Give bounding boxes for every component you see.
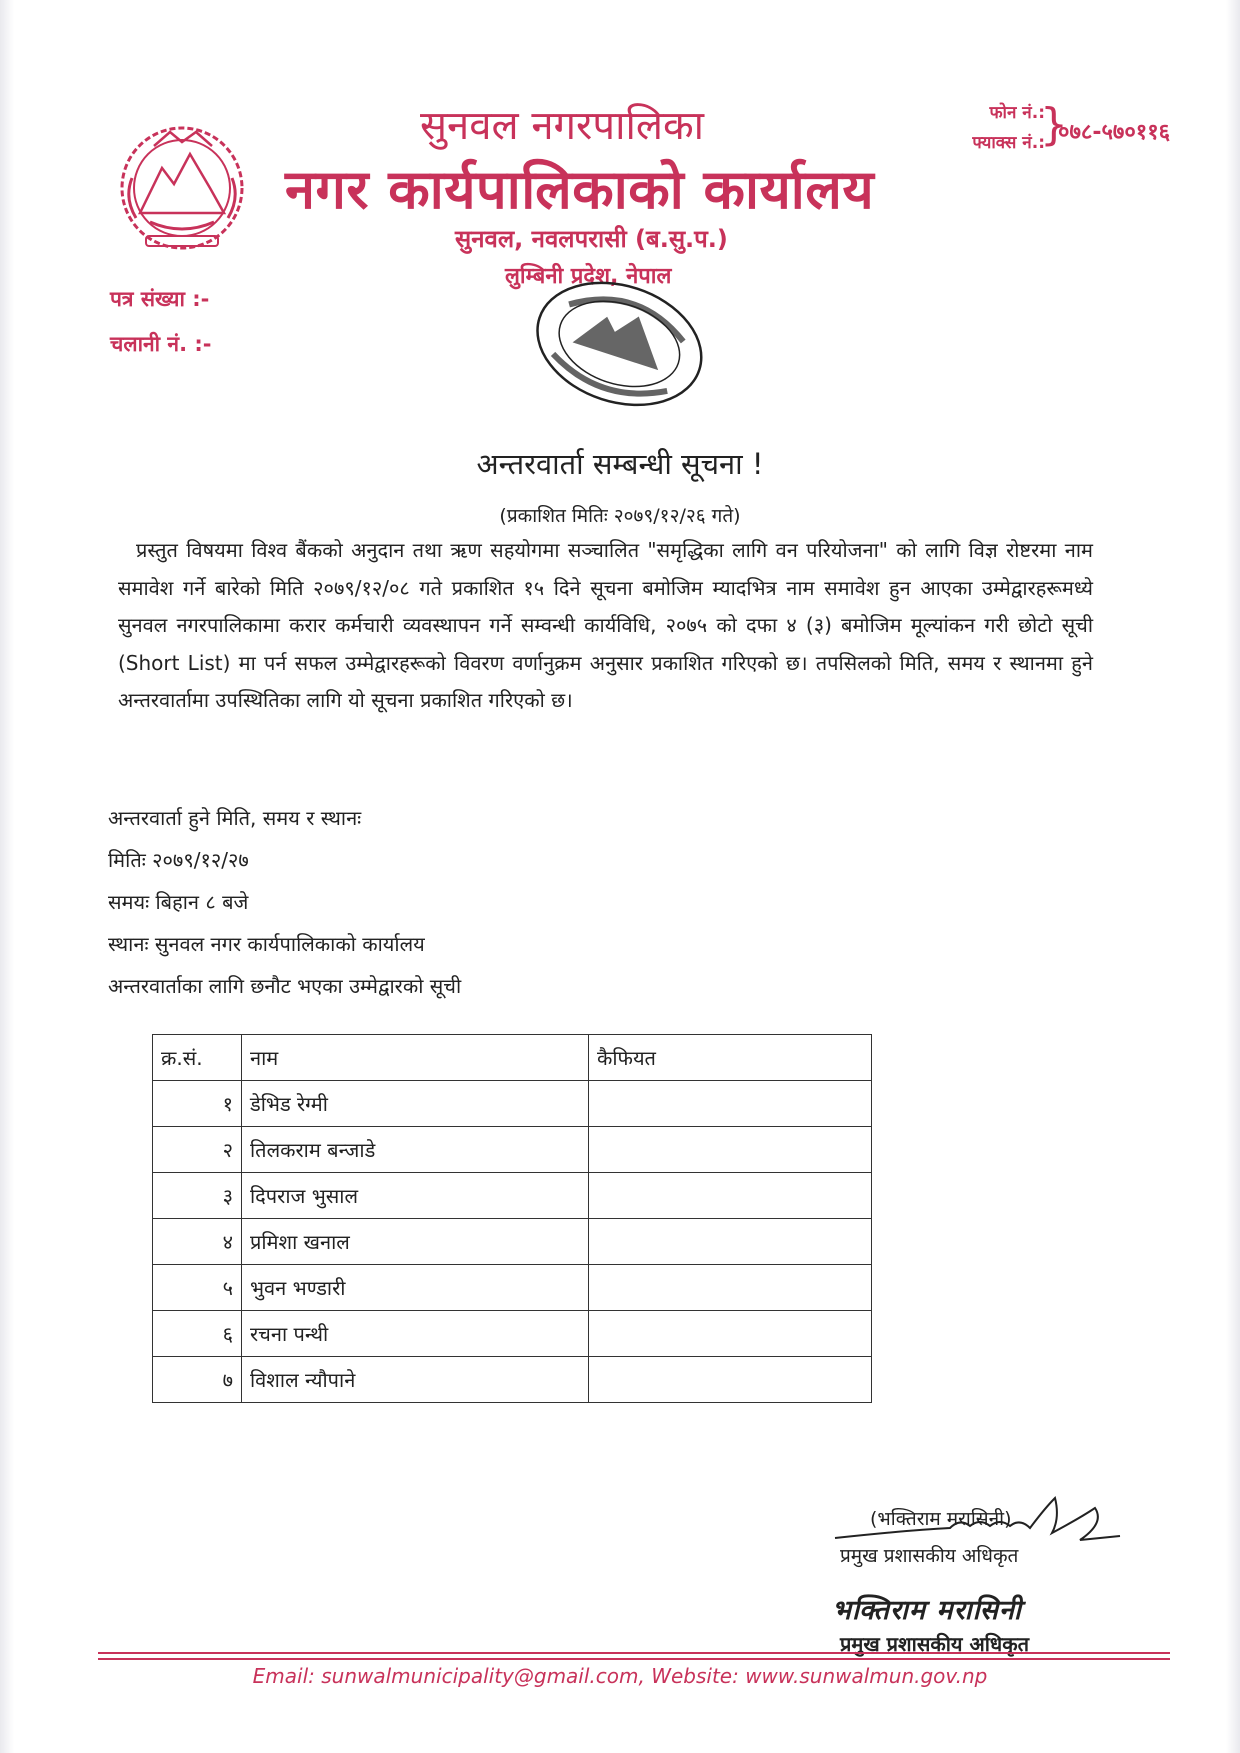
published-date: (प्रकाशित मितिः २०७९/१२/२६ गते)	[499, 505, 741, 527]
signatory-stamp-name: भक्तिराम मरासिनी	[832, 1595, 1022, 1626]
nepal-government-emblem-icon	[110, 118, 255, 256]
signatory-stamp-title: प्रमुख प्रशासकीय अधिकृत	[840, 1632, 1029, 1656]
schedule-venue: स्थानः सुनवल नगर कार्यपालिकाको कार्यालय	[108, 932, 425, 956]
fax-label: फ्याक्स नं.:	[972, 133, 1045, 153]
header-remarks: कैफियत	[589, 1035, 872, 1081]
candidate-name-cell: रचना पन्थी	[242, 1311, 589, 1357]
candidate-name-cell: प्रमिशा खनाल	[242, 1219, 589, 1265]
phone-label: फोन नं.:	[989, 103, 1045, 123]
candidate-table	[152, 1034, 872, 1403]
serial-number-cell: ४	[153, 1219, 242, 1265]
serial-number-cell: १	[153, 1081, 242, 1127]
serial-number-cell: ६	[153, 1311, 242, 1357]
page-edge-left	[0, 0, 14, 1753]
remarks-cell	[589, 1127, 872, 1173]
table-row	[153, 1357, 872, 1403]
signatory-name: (भक्तिराम मरासिनी)	[870, 1508, 1012, 1530]
table-row	[153, 1265, 872, 1311]
phone-fax-number: ०७८-५७०११६	[1058, 120, 1171, 145]
signatory-title: प्रमुख प्रशासकीय अधिकृत	[840, 1545, 1019, 1567]
serial-number-cell: २	[153, 1127, 242, 1173]
interview-schedule	[108, 797, 461, 1007]
remarks-cell	[589, 1265, 872, 1311]
candidate-name-cell: दिपराज भुसाल	[242, 1173, 589, 1219]
page-edge-right	[1226, 0, 1240, 1753]
header-name: नाम	[242, 1035, 589, 1081]
footer-rule-top	[98, 1652, 1170, 1654]
address-line-province: लुम्बिनी प्रदेश, नेपाल	[505, 264, 672, 289]
footer-rule-bottom	[98, 1658, 1170, 1660]
remarks-cell	[589, 1219, 872, 1265]
serial-number-cell: ५	[153, 1265, 242, 1311]
candidate-name-cell: डेभिड रेग्मी	[242, 1081, 589, 1127]
candidate-list-title: अन्तरवार्ताका लागि छनौट भएका उम्मेद्वारको सूची	[108, 974, 462, 998]
notice-body-paragraph: प्रस्तुत विषयमा विश्व बैंकको अनुदान तथा ऋण सहयोगमा सञ्चालित "समृद्धिका लागि वन परियोजना" को लागि विज्ञ रोष्टरमा नाम समावेश गर्ने बारेको मिति २०७९/१२/०८ गते प्रकाशित १५ दिने सूचना बमोजिम म्यादभित्र नाम समावेश हुन आएका उम्मेद्वारहरूमध्ये सुनवल नगरपालिकामा करार कर्मचारी व्यवस्थापन गर्ने सम्वन्धी कार्यविधि, २०७५ को दफा ४ (३) बमोजिम मूल्यांकन गरी छोटो सूची (Short List) मा पर्न सफल उम्मेद्वारहरूको विवरण वर्णानुक्रम अनुसार प्रकाशित गरिएको छ। तपसिलको मिति, समय र स्थानमा हुने अन्तरवार्तामा उपस्थितिका लागि यो सूचना प्रकाशित गरिएको छ।	[118, 538, 1093, 712]
brace-icon: }	[1040, 99, 1068, 150]
schedule-time: समयः बिहान ८ बजे	[108, 890, 249, 914]
municipality-office-stamp-icon	[520, 262, 720, 422]
remarks-cell	[589, 1357, 872, 1403]
table-header-row	[153, 1035, 872, 1081]
remarks-cell	[589, 1311, 872, 1357]
remarks-cell	[589, 1081, 872, 1127]
table-row	[153, 1311, 872, 1357]
candidate-name-cell: विशाल न्यौपाने	[242, 1357, 589, 1403]
candidate-name-cell: तिलकराम बन्जाडे	[242, 1127, 589, 1173]
footer-contact: Email: sunwalmunicipality@gmail.com, Website: www.sunwalmun.gov.np	[252, 1664, 988, 1688]
table-row	[153, 1081, 872, 1127]
contact-labels	[935, 98, 1045, 158]
office-title: नगर कार्यपालिकाको कार्यालय	[285, 158, 875, 221]
address-line-district: सुनवल, नवलपरासी (ब.सु.प.)	[455, 225, 728, 253]
letter-number-label: पत्र संख्या :-	[110, 287, 210, 311]
header-serial-number: क्र.सं.	[153, 1035, 242, 1081]
municipality-name: सुनवल नगरपालिका	[420, 103, 705, 149]
remarks-cell	[589, 1173, 872, 1219]
schedule-date: मितिः २०७९/१२/२७	[108, 848, 249, 872]
notice-heading: अन्तरवार्ता सम्बन्धी सूचना !	[476, 447, 764, 481]
table-row	[153, 1173, 872, 1219]
table-row	[153, 1219, 872, 1265]
schedule-heading: अन्तरवार्ता हुने मिति, समय र स्थानः	[108, 806, 362, 830]
candidate-name-cell: भुवन भण्डारी	[242, 1265, 589, 1311]
dispatch-number-label: चलानी नं. :-	[110, 332, 212, 356]
table-row	[153, 1127, 872, 1173]
serial-number-cell: ३	[153, 1173, 242, 1219]
serial-number-cell: ७	[153, 1357, 242, 1403]
